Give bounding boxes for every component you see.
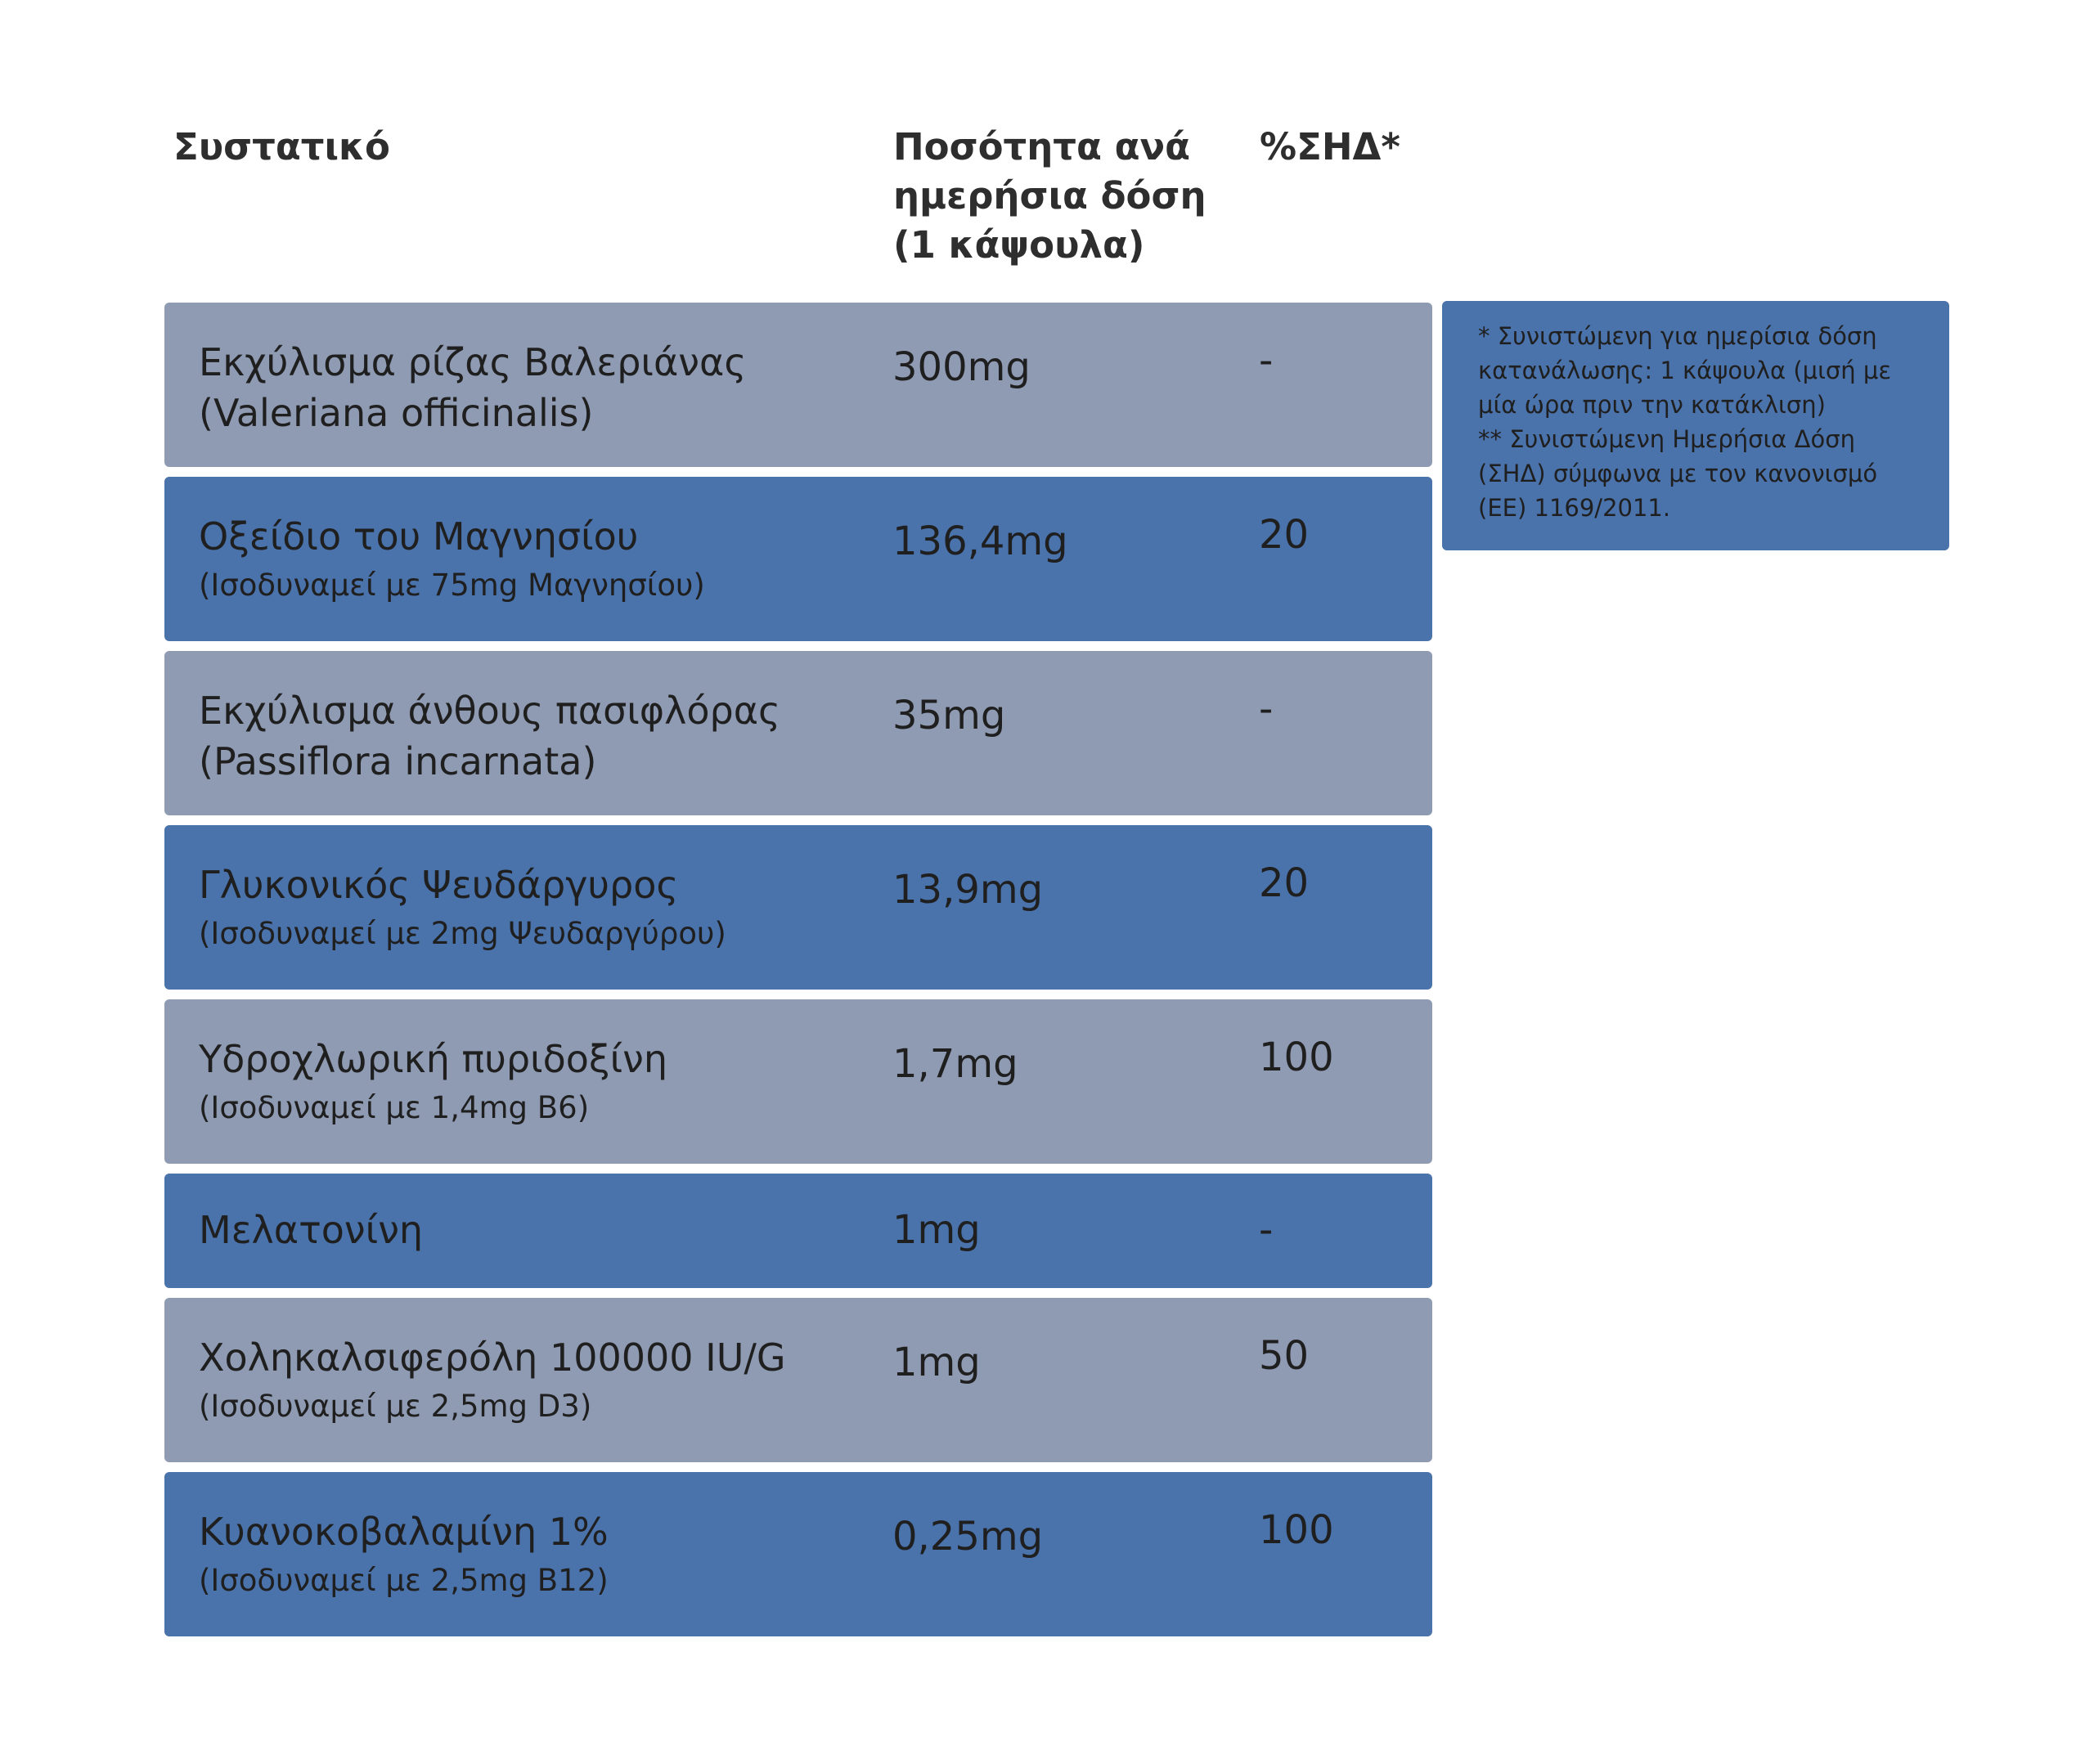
- header-ingredient: Συστατικό: [173, 125, 390, 168]
- table-row: [164, 1472, 1432, 1636]
- ingredient-rda: -: [1259, 686, 1274, 732]
- ingredient-subtitle: (Passiflora incarnata): [199, 739, 597, 783]
- table-row: [164, 303, 1432, 467]
- ingredient-rda: 100: [1259, 1507, 1334, 1553]
- ingredient-subtitle: (Valeriana officinalis): [199, 391, 594, 435]
- ingredient-title: Κυανοκοβαλαμίνη 1%: [199, 1510, 609, 1554]
- ingredient-amount: 1,7mg: [892, 1041, 1018, 1087]
- ingredient-amount: 1mg: [892, 1207, 981, 1253]
- table-row: [164, 651, 1432, 815]
- ingredient-title: Χοληκαλσιφερόλη 100000 IU/G: [199, 1335, 786, 1380]
- ingredient-title: Εκχύλισμα ρίζας Βαλεριάνας: [199, 340, 747, 384]
- footnote-dosage: * Συνιστώμενη για ημερίσια δόση κατανάλωσης: 1 κάψουλα (μισή με μία ώρα πριν την κατάκλιση): [1478, 322, 1892, 419]
- ingredient-title: Υδροχλωρική πυριδοξίνη: [199, 1037, 667, 1081]
- ingredient-subtitle: (Ισοδυναμεί με 2mg Ψευδαργύρου): [199, 916, 726, 951]
- ingredient-title: Μελατονίνη: [199, 1208, 424, 1252]
- ingredient-rda: 20: [1259, 860, 1310, 906]
- ingredient-amount: 35mg: [892, 693, 1006, 738]
- ingredient-name: [199, 511, 870, 609]
- ingredient-amount: 1mg: [892, 1340, 981, 1385]
- ingredient-title: Γλυκονικός Ψευδάργυρος: [199, 863, 679, 907]
- ingredient-amount: 300mg: [892, 344, 1031, 390]
- ingredient-rda: -: [1259, 1207, 1274, 1253]
- table-row: [164, 999, 1432, 1164]
- ingredient-subtitle: (Ισοδυναμεί με 2,5mg D3): [199, 1389, 592, 1424]
- header-amount: Ποσότητα ανά ημερήσια δόση (1 κάψουλα): [893, 125, 1207, 267]
- ingredient-name: [199, 1034, 870, 1132]
- footnote-rda: ** Συνιστώμενη Ημερήσια Δόση (ΣΗΔ) σύμφωνα με τον κανονισμό (ΕΕ) 1169/2011.: [1478, 425, 1878, 522]
- ingredient-name: [199, 337, 870, 438]
- ingredient-amount: 136,4mg: [892, 518, 1068, 564]
- footnote-box: [1442, 301, 1949, 550]
- ingredient-subtitle: (Ισοδυναμεί με 1,4mg B6): [199, 1090, 590, 1125]
- ingredient-subtitle: (Ισοδυναμεί με 75mg Μαγνησίου): [199, 568, 705, 603]
- table-row: [164, 477, 1432, 641]
- ingredient-subtitle: (Ισοδυναμεί με 2,5mg B12): [199, 1563, 609, 1598]
- ingredient-rda: 20: [1259, 512, 1310, 558]
- ingredient-rda: 50: [1259, 1333, 1310, 1379]
- table-row: [164, 825, 1432, 990]
- ingredient-amount: 13,9mg: [892, 867, 1044, 913]
- table-row: [164, 1298, 1432, 1462]
- header-rda: %ΣΗΔ*: [1260, 125, 1400, 168]
- ingredient-rda: 100: [1259, 1035, 1334, 1080]
- ingredient-name: [199, 685, 870, 787]
- ingredient-title: Εκχύλισμα άνθους πασιφλόρας: [199, 689, 781, 733]
- ingredient-rda: -: [1259, 338, 1274, 384]
- ingredient-title: Οξείδιο του Μαγνησίου: [199, 514, 639, 559]
- ingredient-amount: 0,25mg: [892, 1514, 1044, 1560]
- ingredients-table: [164, 303, 1432, 1646]
- ingredient-name: [199, 860, 870, 958]
- ingredient-name: [199, 1506, 870, 1605]
- ingredient-name: [199, 1205, 870, 1255]
- ingredient-name: [199, 1332, 870, 1430]
- table-row: [164, 1174, 1432, 1288]
